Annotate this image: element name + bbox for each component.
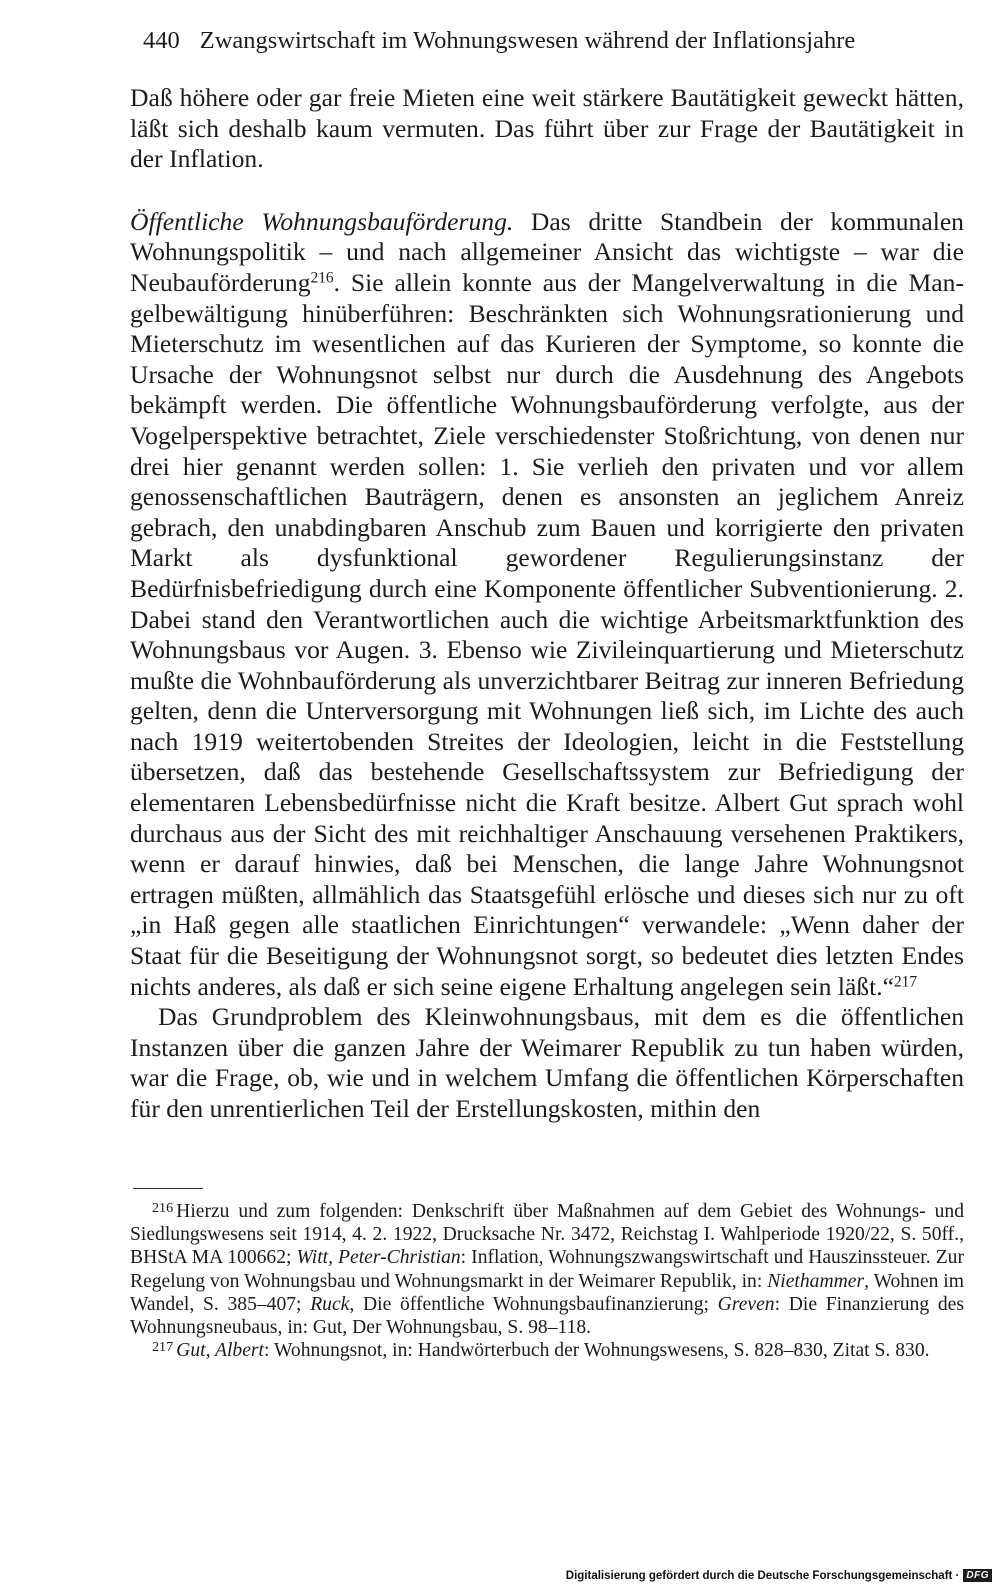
running-header [143,24,883,58]
paragraph-2-text-b: . Sie allein konnte aus der Mangelverwaltung in die Mangelbewältigung hinüberführen: Beschränkten sich Wohnungsrationierung und Mieterschutz im wesentlichen auf das Kurieren der Symptome, so konnte die Ursache der Wohnungsnot selbst nur durch die Ausdehnung des Angebots bekämpft werden. Die öffentliche Wohnungsbauförderung verfolgte, aus der Vogelperspektive betrachtet, Ziele verschiedenster Stoßrichtung, von denen nur drei hier genannt werden sollen: 1. Sie verlieh den privaten und vor allem genossenschaftlichen Bauträgern, denen es ansonsten an jeglichem Anreiz gebrach, den unabdingbaren Anschub zum Bauen und korrigierte den privaten Markt als dysfunktional gewordener Regulierungsinstanz der Bedürfnisbefriedigung durch eine Komponente öffentlicher Subventionierung. 2. Dabei stand den Verantwortlichen auch die wichtige Arbeitsmarktfunktion des Wohnungsbaus vor Augen. 3. Ebenso wie Zivileinquartierung und Mieterschutz mußte die Wohnbauförderung als unverzichtbarer Beitrag zur inneren Befriedung gelten, denn die Unterversorgung mit Wohnungen ließ sich, im Lichte des auch nach 1919 weitertobenden Streites der Ideologien, leicht in die Feststellung übersetzen, daß das bestehende Gesellschaftssystem zur Befriedigung der elementaren Lebensbedürfnisse nicht die Kraft besitze. Albert Gut sprach wohl durchaus aus der Sicht des mit reichhaltiger Anschauung versehenen Praktikers, wenn er darauf hinwies, daß bei Menschen, die lange Jahre Wohnungsnot ertragen müßten, allmählich das Staatsgefühl erlösche und dieses sich nur zu oft „in Haß gegen alle staatlichen Einrichtungen“ verwandele: „Wenn daher der Staat für die Beseitigung der Wohnungsnot sorgt, so bedeutet dies letzten Endes nichts anderes, als daß er sich seine eigene Erhaltung angelegen sein läßt.“ [130,267,964,1001]
footnote-author: Niethammer [767,1270,865,1292]
footnote-217-text: : Wohnungsnot, in: Handwörterbuch der Wohnungswesens, S. 828–830, Zitat S. 830. [263,1340,930,1362]
footnote-separator [133,1188,203,1189]
credit-text: Digitalisierung gefördert durch die Deutsche Forschungsgemeinschaft · [565,1569,960,1582]
paragraph-2 [130,207,964,1002]
footnote-ref-217[interactable]: 217 [893,973,918,991]
paragraph-3: Das Grundproblem des Kleinwohnungsbaus, mit dem es die öffentlichen Instanzen über die ganzen Jahre der Weimarer Republik zu tun haben würden, war die Frage, ob, wie und in welchem Umfang die öffentlichen Körperschaften für den unrentierlichen Teil der Erstellungskosten, mithin den [130,1002,964,1123]
footnote-author: Witt, Peter-Christian [296,1247,461,1269]
footnote-ref-216[interactable]: 216 [310,269,334,287]
footnote-216-text-c: , Wohnen im Wandel, S. 385–407; [130,1270,964,1315]
running-title: Zwangswirtschaft im Wohnungswesen während der Inflationsjahre [199,27,856,54]
footnote-216-text-e: : Die Finanzierung des Wohnungsneubaus, in: Gut, Der Wohnungsbau, S. 98–118. [130,1293,964,1339]
footnote-216-text-b: : Inflation, Wohnungszwangswirtschaft und Hauszinssteuer. Zur Regelung von Wohnungsbau und Wohnungsmarkt in der Weimarer Republik, in: [130,1247,964,1292]
footnote-author: Ruck [310,1293,350,1315]
main-text [130,83,964,1125]
paragraph-1: Daß höhere oder gar freie Mieten eine weit stärkere Bautätigkeit geweckt hätten, läßt sich deshalb kaum vermuten. Das führt über zur Frage der Bautätigkeit in der Inflation. [130,83,964,174]
footnote-author: Greven [717,1293,775,1315]
dfg-logo-icon: DFG [963,1569,992,1582]
footnotes [130,1200,964,1362]
page-number: 440 [143,27,180,54]
footnote-217 [130,1339,964,1362]
section-heading: Öffentliche Wohnungsbauförderung. [130,206,514,236]
digitization-credit [566,1569,992,1582]
footnote-216 [130,1200,964,1339]
footnote-number: 216 [152,1200,174,1217]
footnote-216-text-d: , Die öffentliche Wohnungsbaufinanzierung; [349,1293,718,1315]
footnote-author: Gut, Albert [176,1340,264,1362]
paragraph-2-text-a: Das dritte Standbein der kommunalen Wohnungspolitik – und nach allgemeiner Ansicht das wichtigste – war die Neubauförderung [130,206,964,297]
footnote-number: 217 [152,1339,174,1356]
footnote-216-text-a: Hierzu und zum folgenden: Denkschrift über Maßnahmen auf dem Gebiet des Wohnungs- und Siedlungswesens seit 1914, 4. 2. 1922, Drucksache Nr. 3472, Reichstag I. Wahlperiode 1920/22, S. 50ff., BHStA MA 100662; [130,1201,964,1269]
